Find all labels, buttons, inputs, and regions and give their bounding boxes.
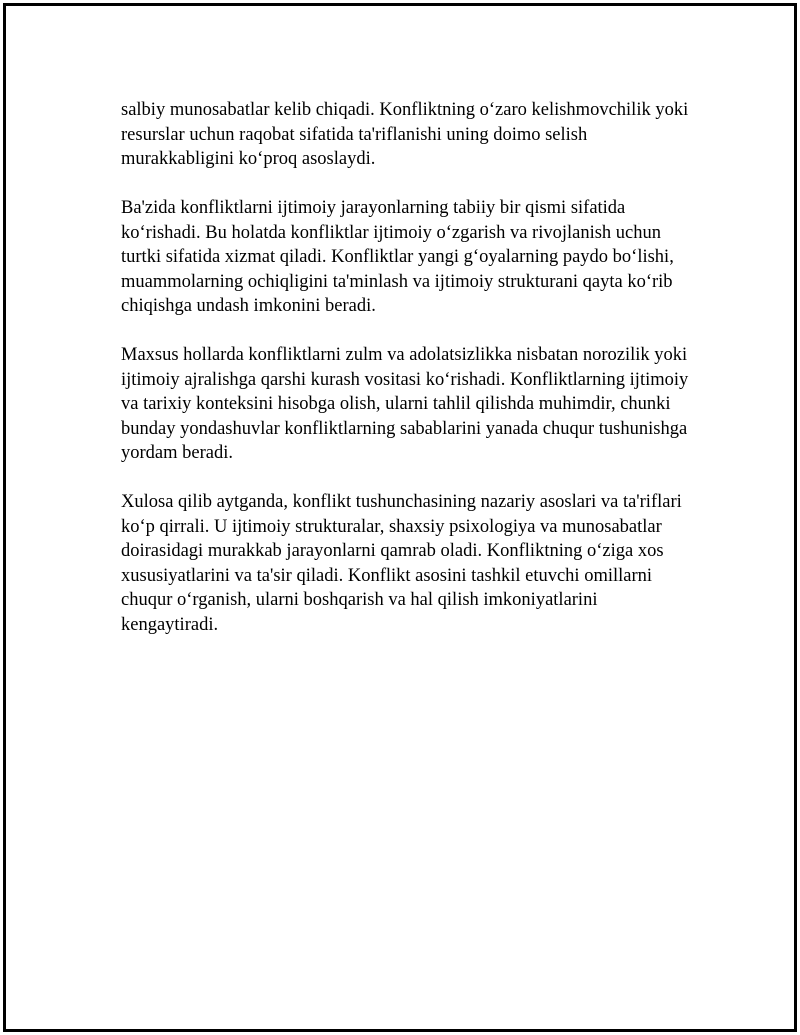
paragraph: Maxsus hollarda konfliktlarni zulm va adolatsizlikka nisbatan norozilik yoki ijtimoiy ajralishga qarshi kurash vositasi ko‘rishadi. Konfliktlarning ijtimoiy va tarixiy konteksini hisobga olish, ularni tahlil qilishda muhimdir, chunki bunday yondashuvlar konfliktlarning sabablarini yanada chuqur tushunishga yordam beradi. — [121, 345, 689, 463]
paragraph: Xulosa qilib aytganda, konflikt tushunchasining nazariy asoslari va ta'riflari ko‘p qirrali. U ijtimoiy strukturalar, shaxsiy psixologiya va munosabatlar doirasidagi murakkab jarayonlarni qamrab oladi. Konfliktning o‘ziga xos xususiyatlarini va ta'sir qiladi. Konflikt asosini tashkil etuvchi omillarni chuqur o‘rganish, ularni boshqarish va hal qilish imkoniyatlarini kengaytiradi. — [121, 492, 682, 635]
page-frame — [3, 3, 797, 1032]
page-content — [121, 98, 701, 662]
paragraph: salbiy munosabatlar kelib chiqadi. Konfliktning o‘zaro kelishmovchilik yoki resurslar uchun raqobat sifatida ta'riflanishi uning doimo selish murakkabligini ko‘proq asoslaydi. — [121, 100, 689, 169]
paragraph: Ba'zida konfliktlarni ijtimoiy jarayonlarning tabiiy bir qismi sifatida ko‘rishadi. Bu holatda konfliktlar ijtimoiy o‘zgarish va rivojlanish uchun turtki sifatida xizmat qiladi. Konfliktlar yangi g‘oyalarning paydo bo‘lishi, muammolarning ochiqligini ta'minlash va ijtimoiy strukturani qayta ko‘rib chiqishga undash imkonini beradi. — [121, 198, 674, 316]
